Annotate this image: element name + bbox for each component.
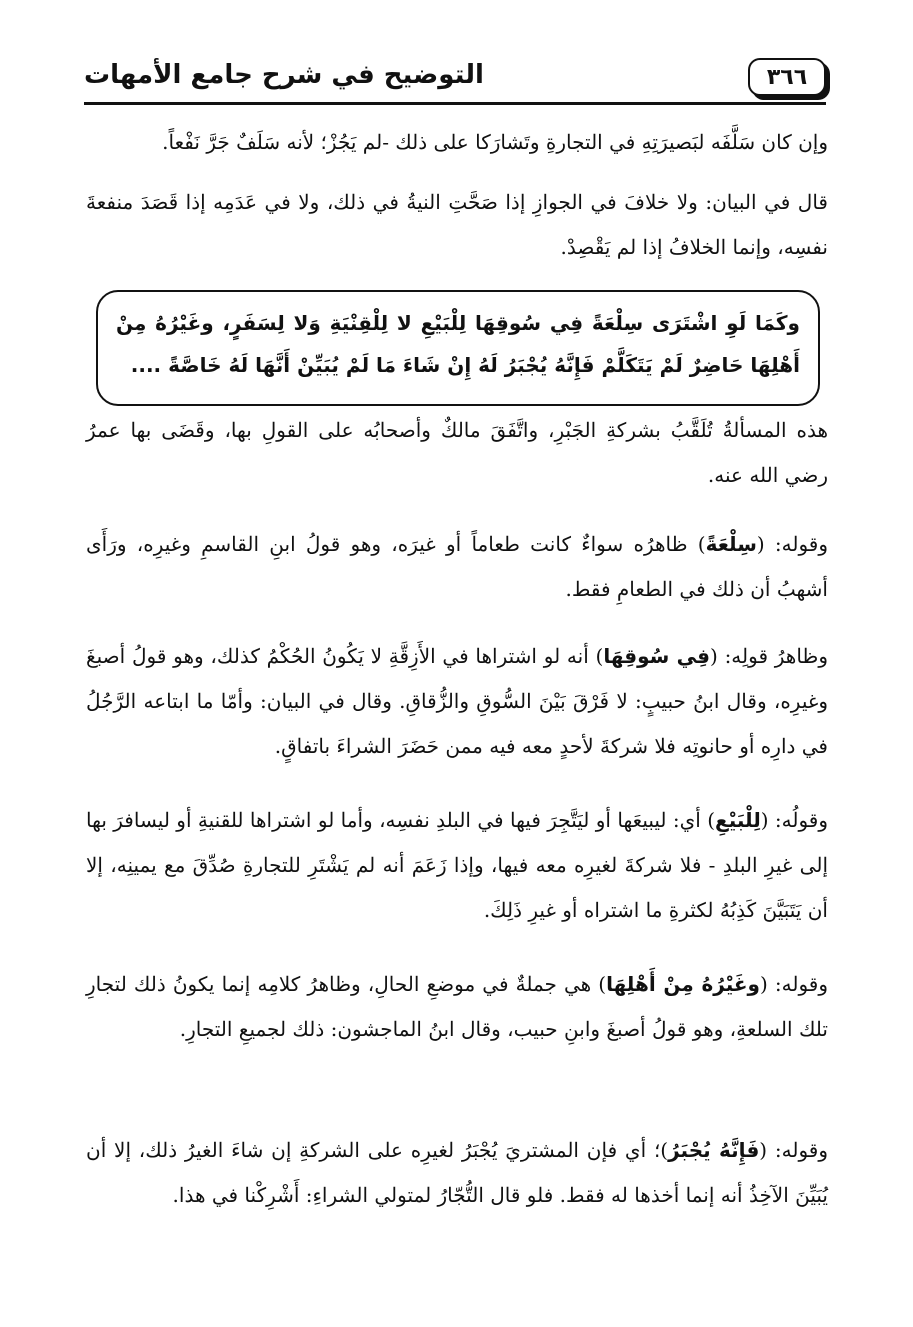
quote-open: وقوله: ( <box>759 972 828 996</box>
matn-box <box>96 290 820 406</box>
book-title: التوضيح في شرح جامع الأمهات <box>84 60 484 90</box>
paragraph-4 <box>86 522 828 612</box>
commentary: ) هي جملةٌ في موضعِ الحالِ، وظاهرُ كلامِه إنما يكونُ ذلك لتجارِ تلك السلعةِ، وهو قولُ أصبغَ وابنِ حبيب، وقال ابنُ الماجشون: ذلك لجميعِ التجارِ. <box>86 972 828 1041</box>
quoted-term: وغَيْرُهُ مِنْ أَهْلِهَا <box>606 972 760 996</box>
paragraph-3: هذه المسألةُ تُلَقَّبُ بشركةِ الجَبْرِ، واتَّفَقَ مالكٌ وأصحابُه على القولِ بها، وقَضَى بها عمرُ رضي الله عنه. <box>86 418 828 487</box>
commentary: )؛ أي فإن المشتريَ يُجْبَرُ لغيرِه على الشركةِ إن شاءَ الغيرُ ذلك، إلا أن يُبَيِّنَ الآخِذُ أنه إنما أخذها له فقط. فلو قال التُّجّارُ لمتولي الشراءِ: أَشْرِكْنا في هذا. <box>86 1138 828 1207</box>
quoted-term: فِي سُوقِهَا <box>603 644 711 668</box>
commentary: ) ظاهرُه سواءٌ كانت طعاماً أو غيرَه، وهو قولُ ابنِ القاسمِ وغيرِه، ورَأَى أشهبُ أن ذلك في الطعامِ فقط. <box>86 532 828 601</box>
paragraph-1: وإن كان سَلَّفَه لبَصيرَتِهِ في التجارةِ وتَشارَكا على ذلك -لم يَجُزْ؛ لأنه سَلَفٌ جَرَّ نَفْعاً. <box>162 130 828 154</box>
paragraph-7 <box>86 962 828 1052</box>
header-rule <box>84 102 826 105</box>
page-header <box>84 58 826 108</box>
page-number: ٣٦٦ <box>748 58 826 96</box>
quote-open: وظاهرُ قولِه: ( <box>710 644 829 668</box>
commentary: ) أنه لو اشتراها في الأَزِقَّةِ لا يَكُونُ الحُكْمُ كذلك، وهو قولُ أصبغَ وغيرِه، وقال ابنُ حبيبٍ: لا فَرْقَ بَيْنَ السُّوقِ والزُّقاقِ. وقال في البيان: وأمّا ما ابتاعه الرَّجُلُ في دارِه أو حانوتِه فلا شركةَ لأحدٍ معه فيه ممن حَضَرَ الشراءَ باتفاقٍ. <box>86 644 828 758</box>
paragraph-2: قال في البيان: ولا خلافَ في الجوازِ إذا صَحَّتِ النيةُ في ذلك، ولا في عَدَمِه إذا قَصَدَ منفعةَ نفسِه، وإنما الخلافُ إذا لم يَقْصِدْ. <box>86 190 828 259</box>
quoted-term: سِلْعَةً <box>705 532 757 556</box>
matn-text: وكَمَا لَوِ اشْتَرَى سِلْعَةً فِي سُوقِهَا لِلْبَيْعِ لا لِلْقِنْيَةِ وَلا لِسَفَرٍ، وغَيْرُهُ مِنْ أَهْلِهَا حَاضِرٌ لَمْ يَتَكَلَّمْ فَإِنَّهُ يُجْبَرُ لَهُ إِنْ شَاءَ مَا لَمْ يُبَيِّنْ أَنَّهَا لَهُ خَاصَّةً .... <box>116 311 800 377</box>
paragraph-5 <box>86 634 828 769</box>
quoted-term: فَإِنَّهُ يُجْبَرُ <box>668 1138 760 1162</box>
quote-open: وقولُه: ( <box>760 808 829 832</box>
commentary: ) أي: ليبيعَها أو ليَتَّجِرَ فيها في البلدِ نفسِه، وأما لو اشتراها للقنيةِ أو ليسافرَ بها إلى غيرِ البلدِ - فلا شركةَ لغيرِه معه فيها، وإذا زَعَمَ أنه لم يَشْتَرِ للتجارةِ صُدِّقَ مع يمينِه، إلا أن يَتَبَيَّنَ كَذِبُهُ لكثرةِ ما اشتراه أو غيرِ ذَلِكَ. <box>86 808 828 922</box>
paragraph-6 <box>86 798 828 933</box>
paragraph-8 <box>86 1128 828 1218</box>
quote-open: وقوله: ( <box>756 532 829 556</box>
quoted-term: لِلْبَيْعِ <box>715 808 761 832</box>
quote-open: وقوله: ( <box>759 1138 829 1162</box>
